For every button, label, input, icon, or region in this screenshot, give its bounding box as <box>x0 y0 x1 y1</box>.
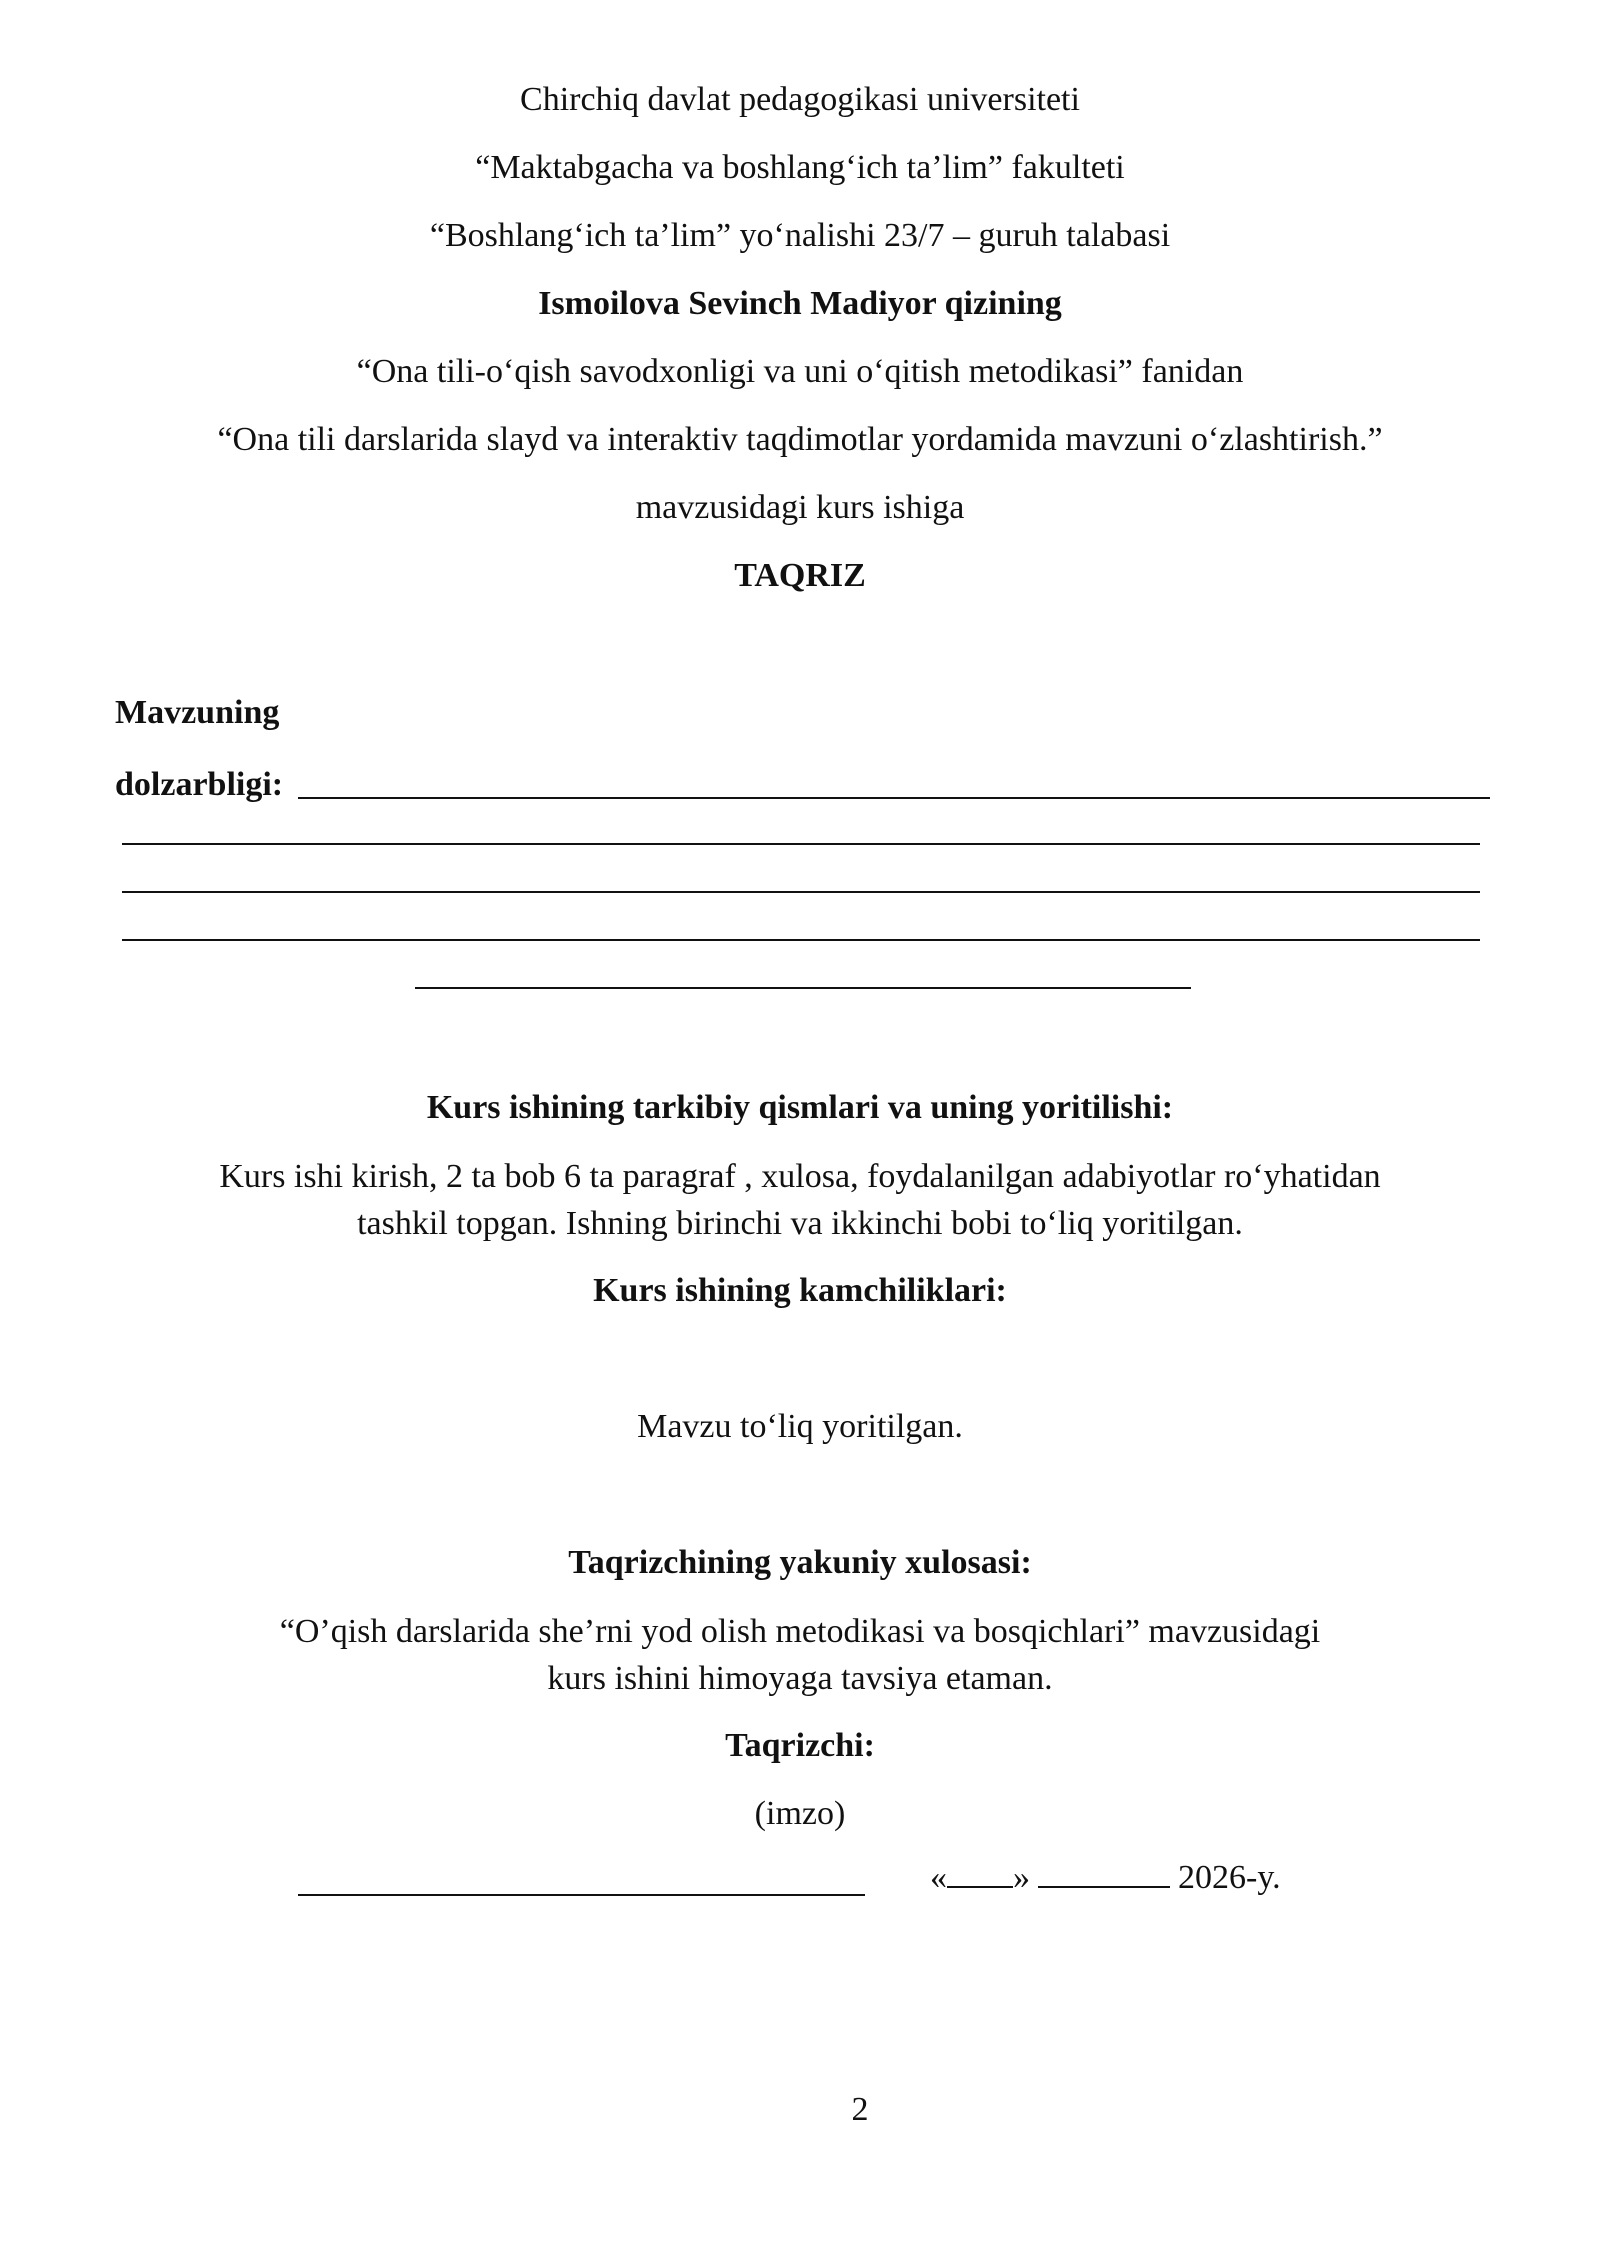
shortcomings-heading: Kurs ishining kamchiliklari: <box>593 1272 1007 1309</box>
conclusion-text-line2: kurs ishini himoyaga tavsiya etaman. <box>547 1660 1053 1697</box>
date-quote-close: » <box>1013 1859 1030 1896</box>
relevance-label-line1: Mavzuning <box>115 694 280 731</box>
signature-date-row <box>0 1856 1600 1900</box>
reviewer-label: Taqrizchi: <box>725 1727 875 1764</box>
topic-suffix: mavzusidagi kurs ishiga <box>635 489 965 526</box>
signature-hint: (imzo) <box>754 1795 846 1832</box>
course-topic: “Ona tili darslarida slayd va interaktiv taqdimotlar yordamida mavzuni o‘zlashtirish.” <box>217 421 1383 458</box>
conclusion-heading: Taqrizchining yakuniy xulosasi: <box>568 1544 1032 1581</box>
faculty-name: “Maktabgacha va boshlang‘ich ta’lim” fakulteti <box>475 149 1125 186</box>
structure-text-line1: Kurs ishi kirish, 2 ta bob 6 ta paragraf , xulosa, foydalanilgan adabiyotlar ro‘yhatidan <box>219 1158 1381 1195</box>
signature-line <box>298 1894 865 1896</box>
subject-name: “Ona tili-o‘qish savodxonligi va uni o‘qitish metodikasi” fanidan <box>356 353 1244 390</box>
relevance-blank-line-5 <box>415 987 1191 989</box>
university-name: Chirchiq davlat pedagogikasi universiteti <box>520 81 1080 118</box>
structure-text-line2: tashkil topgan. Ishning birinchi va ikkinchi bobi to‘liq yoritilgan. <box>357 1205 1243 1242</box>
direction-group: “Boshlang‘ich ta’lim” yo‘nalishi 23/7 – guruh talabasi <box>429 217 1171 254</box>
structure-heading: Kurs ishining tarkibiy qismlari va uning yoritilishi: <box>426 1089 1174 1126</box>
date-field <box>930 1856 1281 1900</box>
relevance-blank-line-3 <box>122 891 1480 893</box>
page-number: 2 <box>851 2091 869 2128</box>
day-blank <box>947 1856 1013 1888</box>
conclusion-text-line1: “O’qish darslarida she’rni yod olish metodikasi va bosqichlari” mavzusidagi <box>279 1613 1321 1650</box>
month-blank <box>1038 1856 1170 1888</box>
shortcomings-text: Mavzu to‘liq yoritilgan. <box>637 1408 963 1445</box>
student-name: Ismoilova Sevinch Madiyor qizining <box>538 285 1062 322</box>
relevance-blank-line-4 <box>122 939 1480 941</box>
relevance-blank-line-1 <box>298 797 1490 799</box>
relevance-label-line2: dolzarbligi: <box>115 766 284 803</box>
date-quote-open: « <box>930 1859 947 1896</box>
date-year: 2026-y. <box>1178 1859 1281 1896</box>
relevance-blank-line-2 <box>122 843 1480 845</box>
document-title: TAQRIZ <box>734 557 866 594</box>
